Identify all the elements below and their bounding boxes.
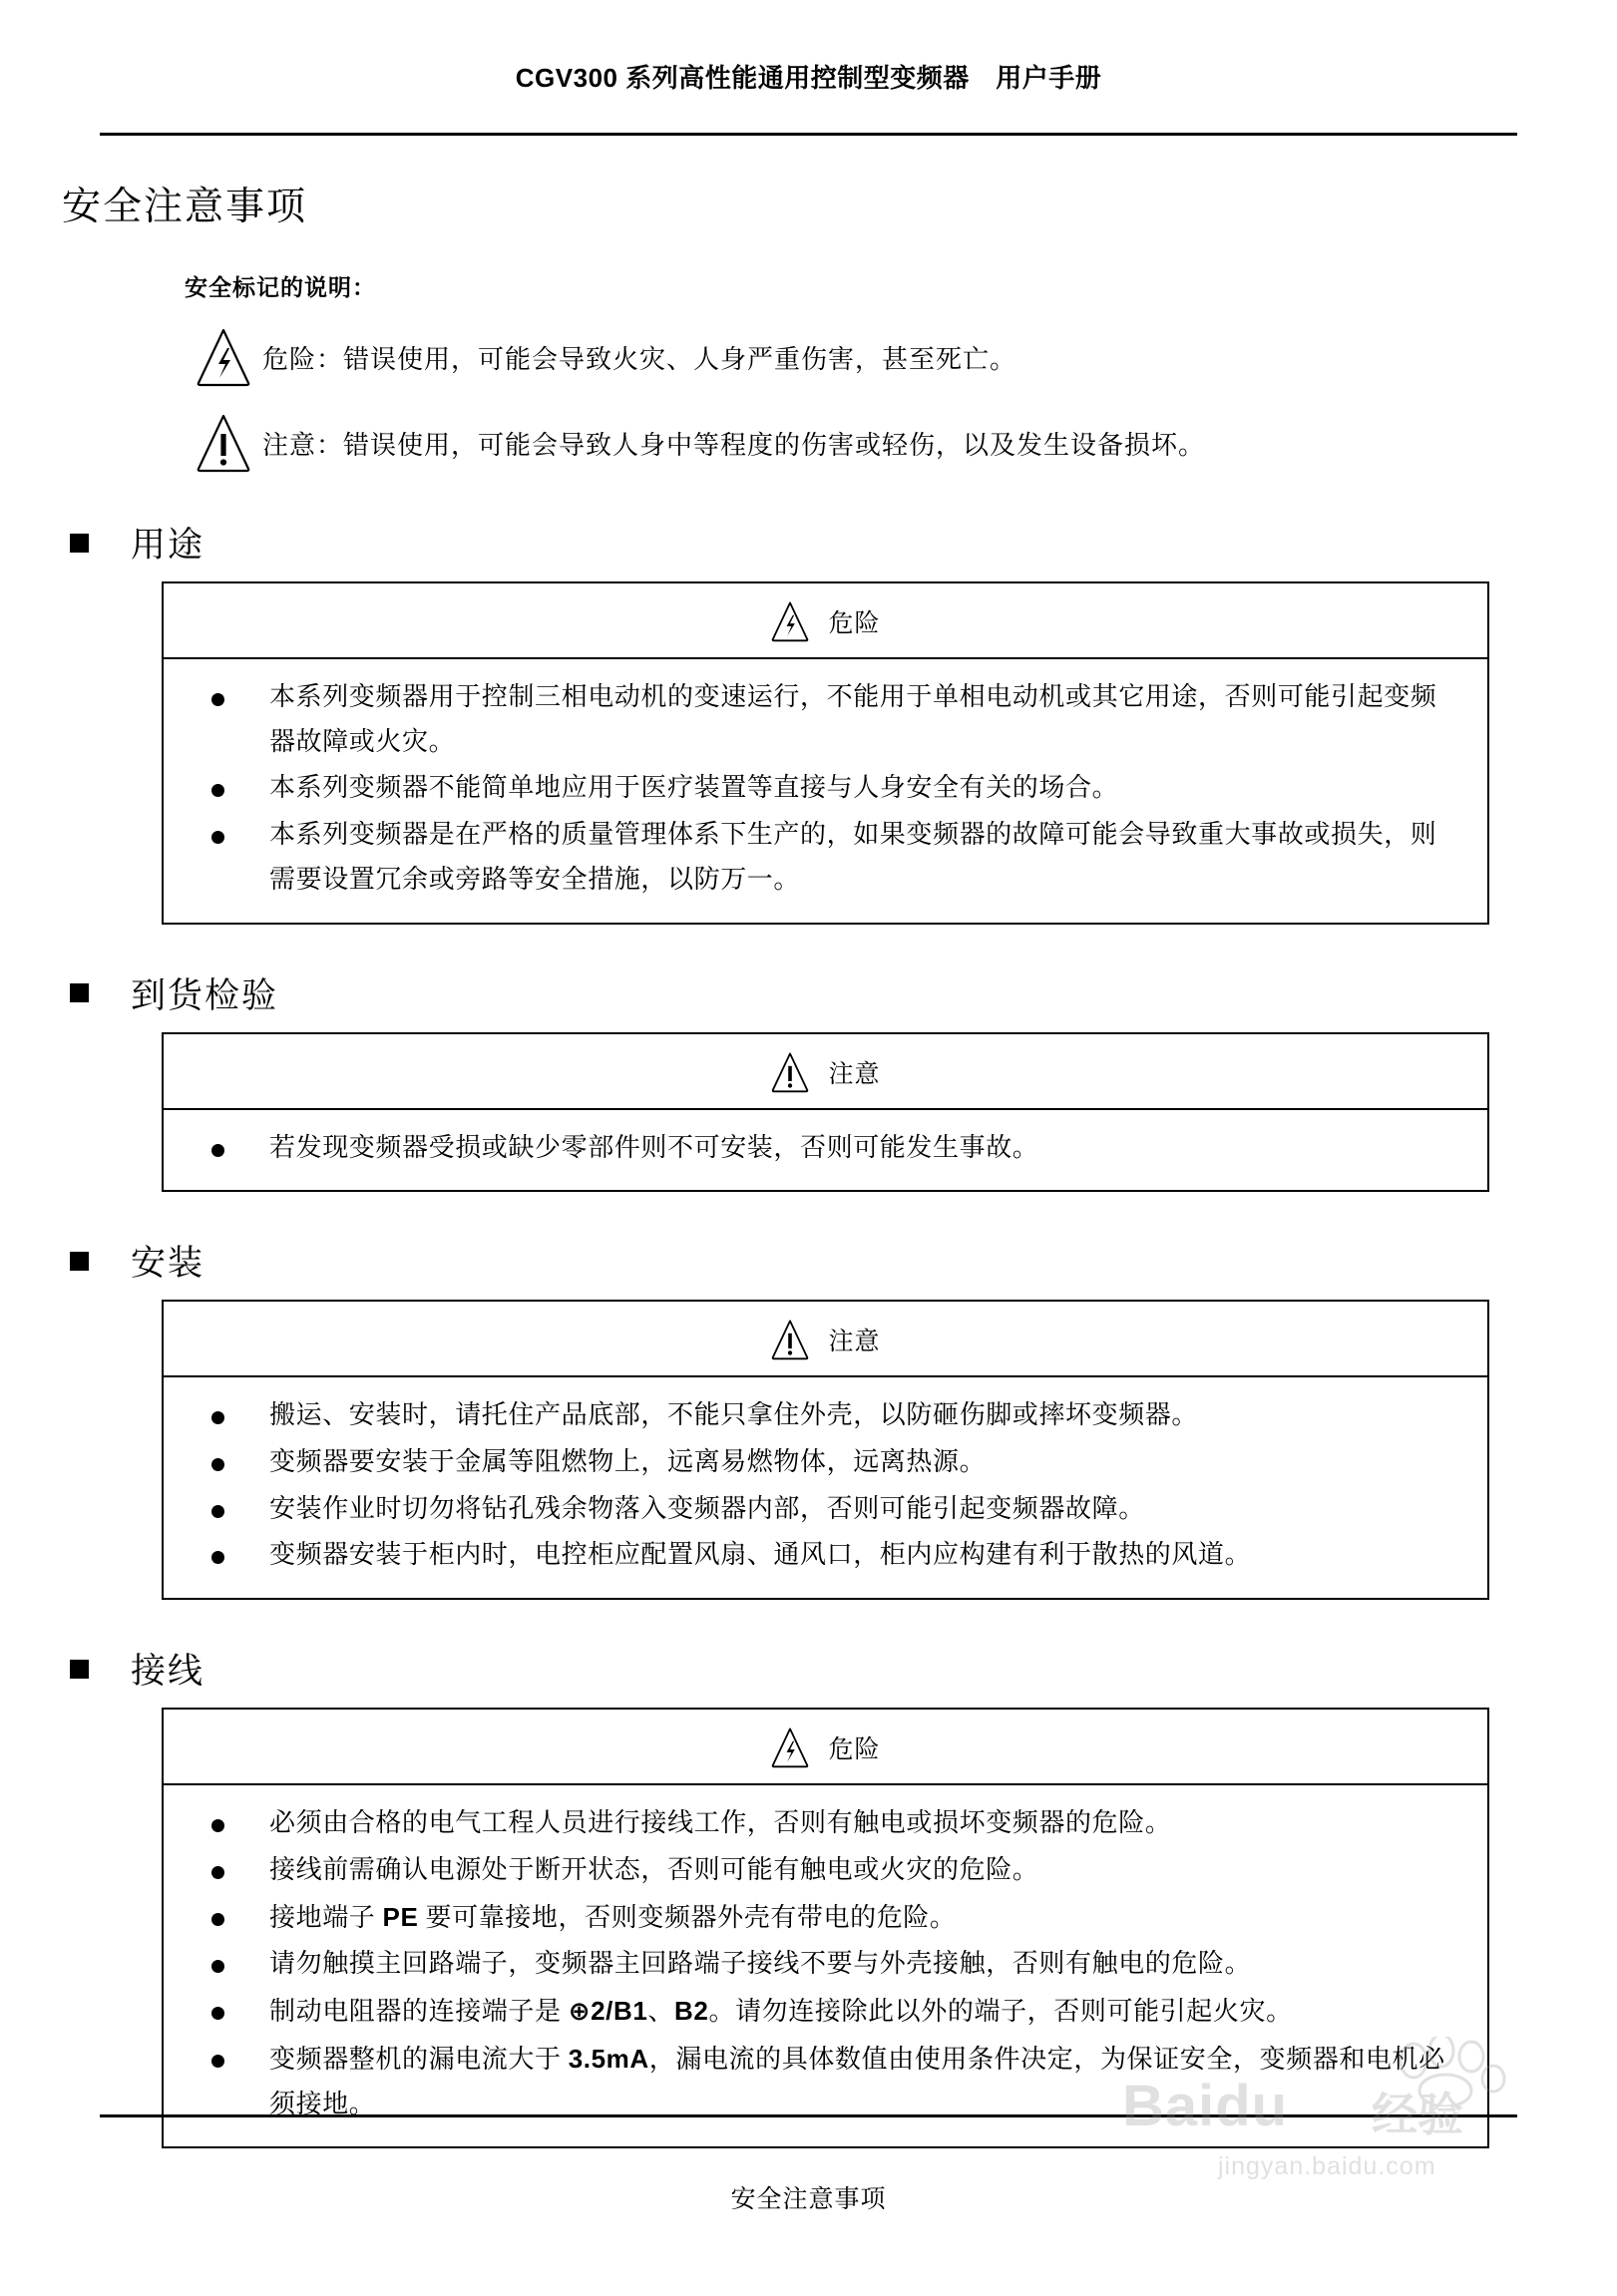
body-text: 变频器整机的漏电流大于 <box>269 2044 569 2074</box>
emphasis-text: 3.5mA <box>568 2043 649 2074</box>
list-item: 本系列变频器是在严格的质量管理体系下生产的，如果变频器的故障可能会导致重大事故或损失，则需要设置冗余或旁路等安全措施，以防万一。 <box>190 813 1461 902</box>
warning-box-header <box>164 1034 1487 1110</box>
list-item <box>190 1942 1461 1987</box>
legend-caption: 安全标记的说明： <box>185 274 376 300</box>
warning-box-installation <box>162 1300 1489 1600</box>
square-bullet-icon <box>70 534 89 553</box>
list-item: 搬运、安装时，请托住产品底部，不能只拿住外壳，以防砸伤脚或摔坏变频器。 <box>190 1393 1461 1438</box>
body-text: 接地端子 <box>269 1902 383 1932</box>
warning-box-body <box>164 1377 1487 1598</box>
footer-divider <box>100 2114 1517 2117</box>
list-item: 变频器要安装于金属等阻燃物上，远离易燃物体，远离热源。 <box>190 1440 1461 1485</box>
header-divider <box>100 133 1517 136</box>
emphasis-text: B2 <box>674 1996 709 2027</box>
section-heading-purpose <box>70 518 1517 568</box>
footer-text: 安全注意事项 <box>730 2185 887 2213</box>
warning-box-label: 危险 <box>828 609 881 637</box>
warning-box-label: 注意 <box>828 1059 881 1088</box>
section-title-arrival-inspection: 到货检验 <box>131 975 279 1015</box>
caution-exclamation-triangle-icon <box>185 412 262 474</box>
section-title-purpose: 用途 <box>131 526 205 565</box>
bullet-list <box>190 1393 1461 1578</box>
caution-exclamation-triangle-icon <box>770 1318 810 1361</box>
section-heading-wiring <box>70 1644 1517 1694</box>
square-bullet-icon <box>70 1252 89 1271</box>
header-title: CGV300 系列高性能通用控制型变频器 用户手册 <box>515 63 1102 93</box>
body-text: 必须由合格的电气工程人员进行接线工作，否则有触电或损坏变频器的危险。 <box>269 1808 1172 1838</box>
danger-lightning-triangle-icon <box>770 599 810 643</box>
square-bullet-icon <box>70 983 89 1002</box>
warning-box-header <box>164 583 1487 659</box>
section-heading-arrival-inspection <box>70 968 1517 1018</box>
list-item <box>190 1895 1461 1941</box>
section-heading-installation <box>70 1236 1517 1286</box>
warning-box-body <box>164 659 1487 923</box>
list-item: 本系列变频器不能简单地应用于医疗装置等直接与人身安全有关的场合。 <box>190 766 1461 811</box>
body-text: 请勿触摸主回路端子，变频器主回路端子接线不要与外壳接触，否则有触电的危险。 <box>269 1949 1252 1979</box>
list-item <box>190 1989 1461 2035</box>
watermark-brand: Baidu <box>1122 2074 1289 2138</box>
page-title: 安全注意事项 <box>62 186 308 228</box>
bullet-list <box>190 1126 1461 1171</box>
page-header <box>100 0 1517 136</box>
watermark-url: jingyan.baidu.com <box>1218 2152 1436 2180</box>
warning-box-header <box>164 1710 1487 1785</box>
emphasis-text: PE <box>382 1901 419 1932</box>
warning-box-header <box>164 1302 1487 1377</box>
legend-item-caution-text: 注意：错误使用，可能会导致人身中等程度的伤害或轻伤，以及发生设备损坏。 <box>262 430 1206 460</box>
caution-exclamation-triangle-icon <box>770 1050 810 1094</box>
bullet-list <box>190 675 1461 903</box>
section-title-installation: 安装 <box>131 1244 205 1284</box>
list-item <box>190 2037 1461 2126</box>
body-text: 接线前需确认电源处于断开状态，否则可能有触电或火灾的危险。 <box>269 1854 1039 1884</box>
body-text: ，漏电流的具体数值由使用条件决定，为保证安全，变频器和电机必须接地。 <box>269 2044 1445 2118</box>
warning-box-label: 注意 <box>828 1328 881 1356</box>
list-item: 变频器安装于柜内时，电控柜应配置风扇、通风口，柜内应构建有利于散热的风道。 <box>190 1533 1461 1578</box>
warning-box-wiring <box>162 1708 1489 2148</box>
list-item: 若发现变频器受损或缺少零部件则不可安装，否则可能发生事故。 <box>190 1126 1461 1171</box>
warning-box-label: 危险 <box>828 1735 881 1764</box>
list-item: 本系列变频器用于控制三相电动机的变速运行，不能用于单相电动机或其它用途，否则可能引起变频器故障或火灾。 <box>190 675 1461 764</box>
warning-box-purpose <box>162 581 1489 925</box>
square-bullet-icon <box>70 1660 89 1679</box>
safety-legend <box>185 269 1517 474</box>
legend-item-danger <box>185 326 1517 388</box>
list-item <box>190 1848 1461 1893</box>
legend-item-caution <box>185 412 1517 474</box>
bullet-list <box>190 1801 1461 2126</box>
body-text: 要可靠接地，否则变频器外壳有带电的危险。 <box>418 1902 957 1932</box>
body-text: 制动电阻器的连接端子是 <box>269 1997 569 2027</box>
warning-box-body <box>164 1110 1487 1191</box>
body-text: 、 <box>647 1997 675 2027</box>
danger-lightning-triangle-icon <box>185 326 262 388</box>
danger-lightning-triangle-icon <box>770 1725 810 1769</box>
section-title-wiring: 接线 <box>131 1652 205 1692</box>
list-item: 安装作业时切勿将钻孔残余物落入变频器内部，否则可能引起变频器故障。 <box>190 1487 1461 1532</box>
legend-item-danger-text: 危险：错误使用，可能会导致火灾、人身严重伤害，甚至死亡。 <box>262 344 1017 374</box>
emphasis-text: ⊕2/B1 <box>568 1996 648 2027</box>
watermark-brand-cn: 经验 <box>1372 2089 1463 2140</box>
body-text: 。请勿连接除此以外的端子，否则可能引起火灾。 <box>708 1997 1293 2027</box>
warning-box-body <box>164 1785 1487 2146</box>
warning-box-arrival-inspection <box>162 1032 1489 1193</box>
list-item <box>190 1801 1461 1846</box>
